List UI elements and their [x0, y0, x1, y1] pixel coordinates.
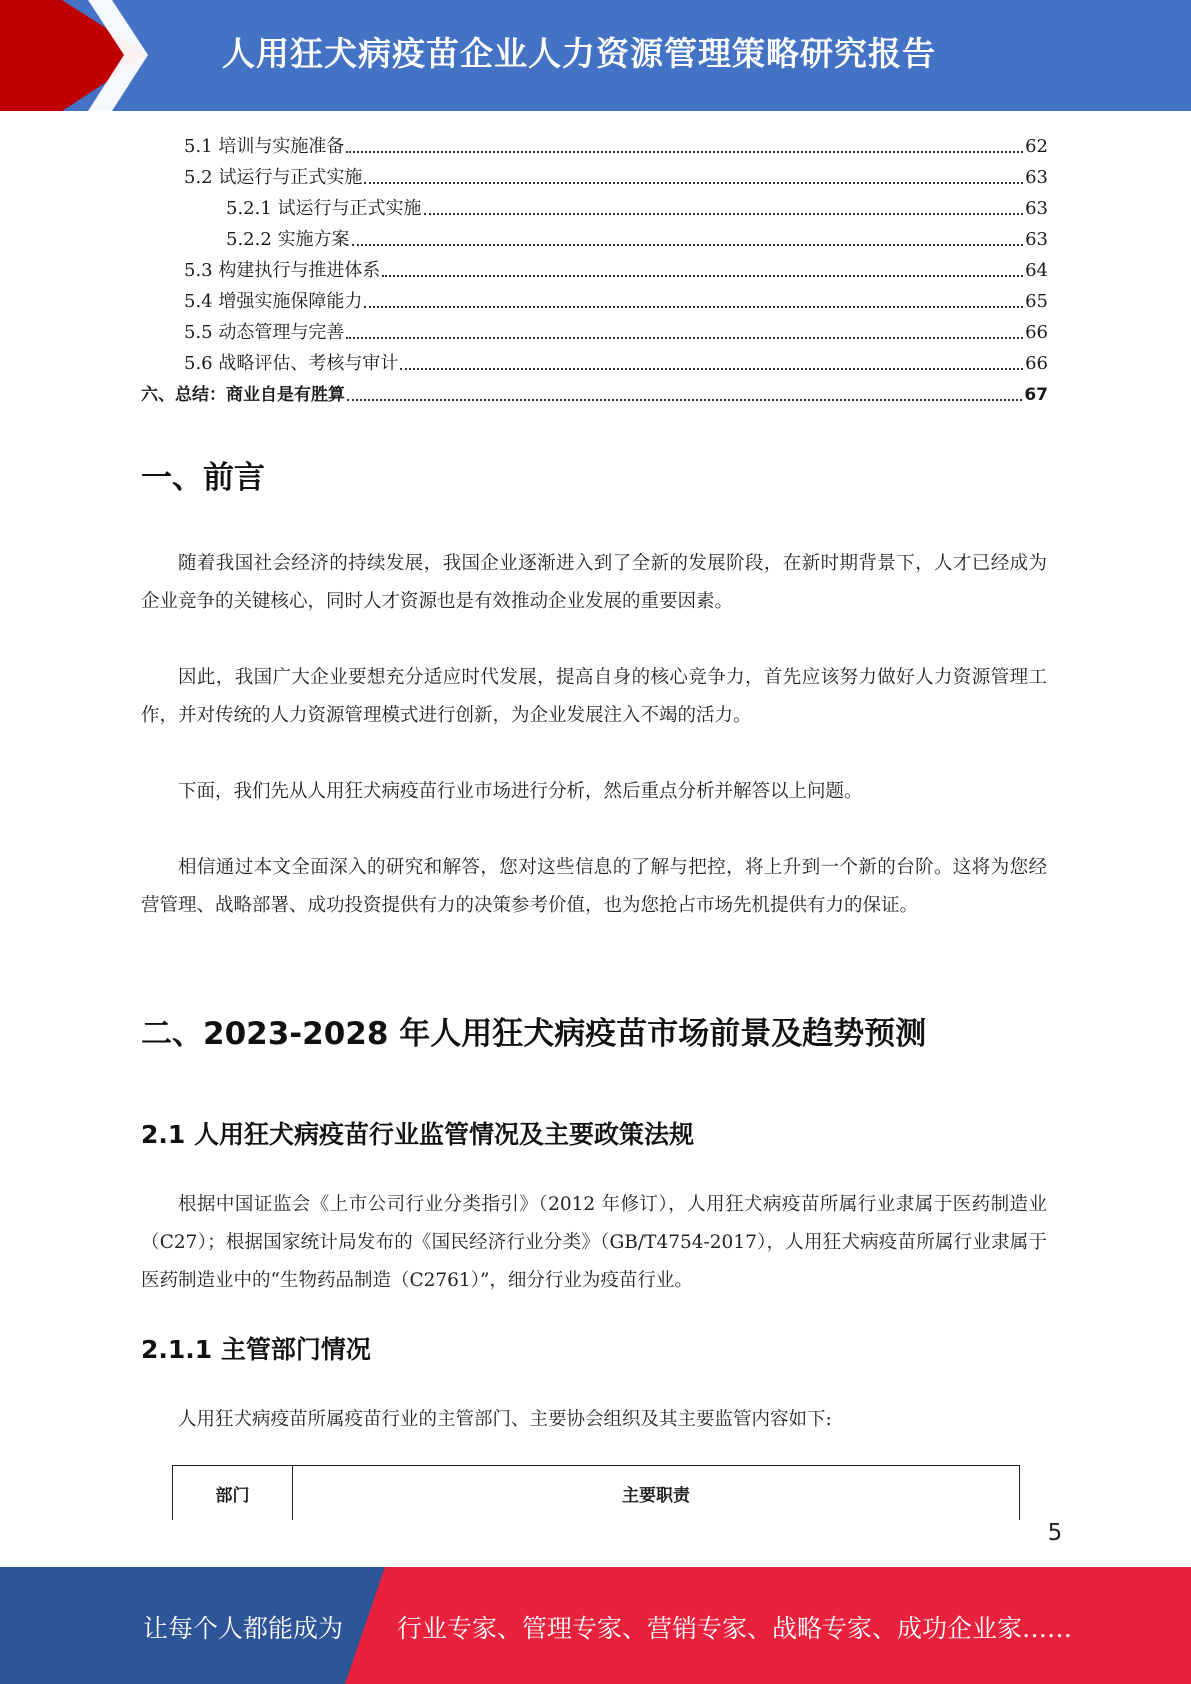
toc-entry-label: 5.2.2 实施方案 [226, 229, 350, 250]
header-banner [0, 0, 1191, 111]
authorities-table-header [172, 1465, 1020, 1520]
subsection-heading-authorities: 2.1.1 主管部门情况 [141, 1335, 371, 1364]
toc-entry[interactable] [184, 251, 1048, 282]
page-number: 5 [1047, 1520, 1063, 1546]
toc-entry-label: 5.4 增强实施保障能力 [184, 291, 363, 312]
toc-entry-label: 六、总结：商业自是有胜算 [141, 385, 345, 405]
toc-entry-page: 64 [1025, 260, 1048, 281]
paragraph: 根据中国证监会《上市公司行业分类指引》（2012 年修订），人用狂犬病疫苗所属行业隶属于医药制造业（C27）；根据国家统计局发布的《国民经济行业分类》（GB/T4754-2017），人用狂犬病疫苗所属行业隶属于医药制造业中的“生物药品制造（C2761）”，细分行业为疫苗行业。 [141, 1194, 1047, 1291]
toc-entry-label: 5.5 动态管理与完善 [184, 322, 345, 343]
toc-entry-label: 5.2.1 试运行与正式实施 [226, 198, 422, 219]
toc-entry-label: 5.1 培训与实施准备 [184, 136, 345, 157]
paragraph: 人用狂犬病疫苗所属疫苗行业的主管部门、主要协会组织及其主要监管内容如下: [178, 1409, 832, 1430]
toc-entry-label: 5.3 构建执行与推进体系 [184, 260, 381, 281]
toc-entry-page: 62 [1025, 136, 1048, 157]
toc-leader-dots [424, 212, 1024, 215]
paragraph: 下面，我们先从人用狂犬病疫苗行业市场进行分析，然后重点分析并解答以上问题。 [178, 781, 863, 802]
paragraph: 随着我国社会经济的持续发展，我国企业逐渐进入到了全新的发展阶段，在新时期背景下，人才已经成为企业竞争的关键核心，同时人才资源也是有效推动企业发展的重要因素。 [141, 553, 1047, 612]
toc-entry[interactable] [184, 158, 1048, 189]
toc-entry-label: 5.6 战略评估、考核与审计 [184, 353, 399, 374]
toc-entry[interactable] [184, 344, 1048, 375]
footer-banner [0, 1567, 1191, 1684]
paragraph: 因此，我国广大企业要想充分适应时代发展，提高自身的核心竞争力，首先应该努力做好人力资源管理工作，并对传统的人力资源管理模式进行创新，为企业发展注入不竭的活力。 [141, 667, 1047, 726]
toc-leader-dots [346, 150, 1023, 153]
toc-entry-page: 67 [1024, 385, 1048, 405]
toc-leader-dots [382, 274, 1023, 277]
toc-entry-page: 66 [1025, 322, 1048, 343]
toc-entry-page: 63 [1025, 229, 1048, 250]
section-heading-market-outlook: 二、2023-2028 年人用狂犬病疫苗市场前景及趋势预测 [141, 1016, 927, 1052]
toc-entry[interactable] [226, 189, 1048, 220]
toc-entry[interactable] [226, 220, 1048, 251]
toc-entry[interactable] [184, 282, 1048, 313]
toc-entry-page: 63 [1025, 167, 1048, 188]
toc-entry-page: 65 [1025, 291, 1048, 312]
toc-entry-page: 63 [1025, 198, 1048, 219]
toc-leader-dots [364, 181, 1023, 184]
table-header-department: 部门 [173, 1466, 293, 1520]
toc-leader-dots [346, 336, 1023, 339]
toc-leader-dots [364, 305, 1023, 308]
footer-slogan-right: 行业专家、管理专家、营销专家、战略专家、成功企业家…… [397, 1614, 1073, 1643]
toc-entry[interactable] [184, 313, 1048, 344]
toc-entry-chapter[interactable] [141, 375, 1048, 406]
toc-entry-page: 66 [1025, 353, 1048, 374]
toc-entry[interactable] [184, 127, 1048, 158]
toc-leader-dots [347, 398, 1022, 401]
footer-slogan-left: 让每个人都能成为 [143, 1614, 344, 1643]
section-heading-preface: 一、前言 [141, 460, 265, 496]
paragraph: 相信通过本文全面深入的研究和解答，您对这些信息的了解与把控，将上升到一个新的台阶。这将为您经营管理、战略部署、成功投资提供有力的决策参考价值，也为您抢占市场先机提供有力的保证。 [141, 857, 1047, 916]
document-title: 人用狂犬病疫苗企业人力资源管理策略研究报告 [222, 34, 936, 73]
toc-entry-label: 5.2 试运行与正式实施 [184, 167, 363, 188]
table-header-responsibilities: 主要职责 [622, 1485, 690, 1506]
toc-leader-dots [352, 243, 1024, 246]
toc-leader-dots [400, 367, 1023, 370]
subsection-heading-regulation: 2.1 人用狂犬病疫苗行业监管情况及主要政策法规 [141, 1120, 694, 1149]
